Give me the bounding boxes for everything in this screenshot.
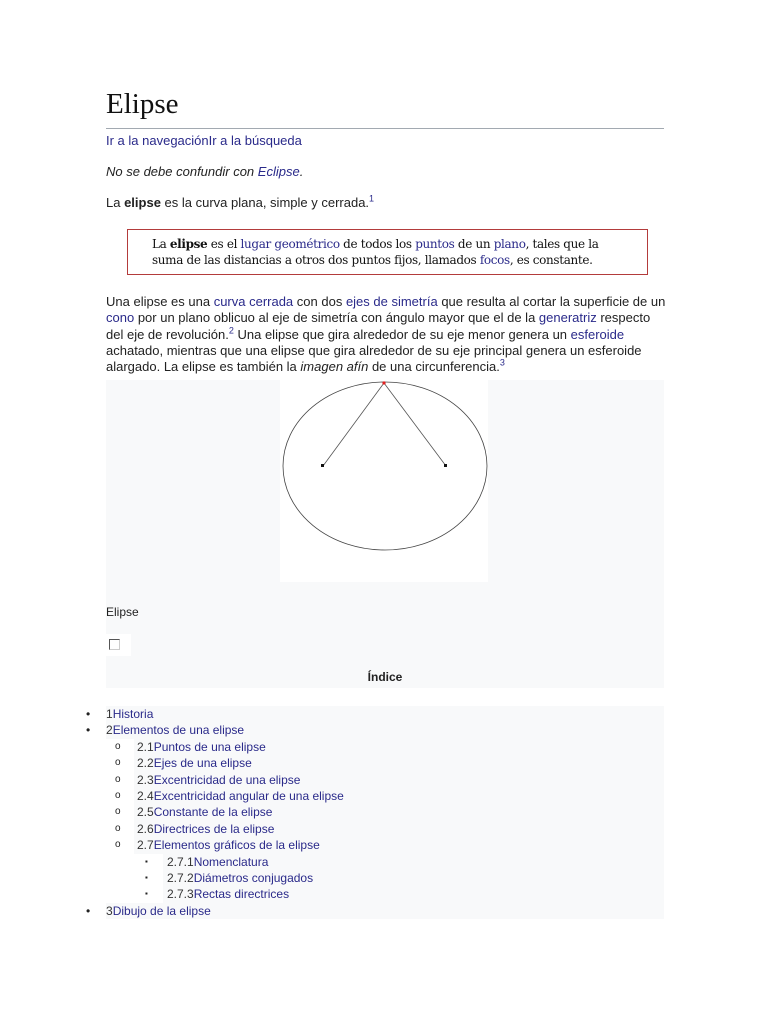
toc-bullet-icon: •: [86, 903, 91, 918]
toc-number: 2.7: [137, 838, 154, 853]
toc-number: 2.6: [137, 821, 154, 836]
toc-item: [0, 854, 768, 870]
toc-label: Dibujo de la elipse: [112, 903, 211, 918]
focal-line-right: [384, 383, 446, 466]
puntos-link[interactable]: puntos: [415, 237, 455, 251]
paragraph-text: achatado, mientras que una elipse que gira alrededor de su eje principal genera un esferoide alargado. La elipse es también la: [106, 342, 642, 375]
toc-link[interactable]: [137, 739, 266, 755]
body-paragraph: [106, 294, 666, 375]
toc-number: 2.7.1: [167, 854, 194, 869]
toc-item: [0, 886, 768, 902]
toc-label: Constante de la elipse: [153, 805, 273, 820]
toc-row-background: [106, 706, 664, 722]
focal-line-left: [323, 383, 384, 466]
jump-links: [106, 133, 302, 148]
toc-label: Rectas directrices: [193, 887, 290, 902]
toc-bullet-icon: ▪: [145, 856, 148, 866]
quote-text: de todos los: [339, 237, 416, 251]
toc-link[interactable]: [137, 821, 274, 837]
toc-number: 2.7.2: [167, 870, 194, 885]
toc-label: Excentricidad de una elipse: [153, 772, 301, 787]
toc-link[interactable]: [167, 854, 268, 870]
reference-1-link[interactable]: 1: [369, 193, 375, 204]
quote-text: , tales que la suma de las distancias a otros dos puntos fijos, llamados: [152, 237, 599, 267]
jump-to-navigation-link[interactable]: Ir a la navegación: [106, 133, 209, 148]
paragraph-italic: imagen afín: [300, 359, 369, 375]
paragraph-text: por un plano oblicuo al eje de simetría con ángulo mayor que el de la: [134, 310, 539, 326]
focos-link[interactable]: focos: [479, 253, 510, 267]
focus-right: [444, 464, 447, 467]
toc-toggle[interactable]: [106, 634, 131, 656]
paragraph-text: respecto del eje de revolución.: [106, 310, 651, 342]
lead-bold-term: elipse: [124, 195, 161, 210]
definition-quote-box: [127, 229, 648, 275]
lugar-geometrico-link[interactable]: lugar geométrico: [240, 237, 340, 251]
toc-item: [0, 772, 768, 788]
figure-caption: Elipse: [106, 605, 139, 619]
toc-bullet-icon: o: [115, 773, 121, 785]
focus-left: [321, 464, 324, 467]
toc-item: [0, 755, 768, 771]
toc-label: Historia: [112, 707, 154, 721]
toc-bullet-icon: •: [86, 723, 91, 738]
title-divider: [106, 128, 664, 129]
toc-bullet-icon: o: [115, 757, 121, 769]
toc-item: [0, 739, 768, 755]
toc-link[interactable]: [137, 837, 320, 853]
toggle-checkbox-icon: [109, 639, 120, 650]
toc-title: Índice: [367, 670, 403, 684]
ejes-de-simetria-link[interactable]: ejes de simetría: [345, 294, 438, 309]
esferoide-link[interactable]: esferoide: [570, 326, 625, 342]
reference-3-link[interactable]: 3: [499, 357, 505, 368]
toc-number: 2: [106, 723, 113, 738]
cono-link[interactable]: cono: [106, 310, 135, 326]
point-on-ellipse: [382, 381, 385, 384]
ellipse-image[interactable]: [280, 380, 488, 582]
toc-bullet-icon: o: [115, 789, 121, 801]
toc-bullet-icon: •: [86, 707, 91, 721]
toc-bullet-icon: o: [115, 740, 121, 752]
toc-label: Elementos gráficos de la elipse: [153, 838, 320, 853]
toc-item: [0, 837, 768, 853]
hatnote-suffix: .: [299, 164, 304, 179]
curva-cerrada-link[interactable]: curva cerrada: [213, 294, 294, 309]
hatnote: [106, 164, 303, 179]
toc-number: 1: [106, 707, 113, 721]
toc-link[interactable]: [137, 772, 300, 788]
quote-text: , es constante.: [509, 253, 593, 267]
toc-label: Directrices de la elipse: [153, 821, 275, 836]
reference-2-link[interactable]: 2: [228, 325, 234, 336]
paragraph-text: con dos: [293, 294, 346, 309]
quote-text: La: [152, 237, 170, 251]
toc-link[interactable]: [137, 788, 344, 804]
lead-pre: La: [106, 195, 125, 210]
page-title: Elipse: [106, 88, 179, 120]
toc-bullet-icon: ▪: [145, 889, 148, 899]
toc-link[interactable]: [167, 870, 313, 886]
toc-link[interactable]: [106, 903, 211, 919]
hatnote-prefix: No se debe confundir con: [106, 164, 258, 179]
toc-item: [0, 722, 768, 738]
toc-number: 2.4: [137, 788, 154, 803]
paragraph-text: Una elipse es una: [106, 294, 214, 309]
toc-label: Elementos de una elipse: [112, 723, 245, 738]
figure-panel: [106, 380, 664, 688]
paragraph-text: de una circunferencia.: [368, 359, 500, 375]
toc-bullet-icon: o: [115, 806, 121, 818]
quote-text: es el: [207, 237, 241, 251]
toc-link[interactable]: [137, 804, 272, 820]
toc-number: 2.2: [137, 756, 154, 771]
paragraph-text: Una elipse que gira alrededor de su eje menor genera un: [233, 326, 571, 342]
toc-item: [0, 804, 768, 820]
toc-item: [0, 706, 768, 722]
toc-bullet-icon: o: [115, 822, 121, 834]
lead-sentence: [106, 195, 374, 210]
toc-link[interactable]: [137, 755, 252, 771]
ellipse-curve: [283, 382, 487, 550]
plano-link[interactable]: plano: [493, 237, 526, 251]
toc-label: Diámetros conjugados: [193, 870, 314, 885]
quote-bold-term: elipse: [169, 237, 208, 251]
table-of-contents: [0, 706, 768, 919]
toc-link[interactable]: [106, 706, 153, 722]
toc-label: Puntos de una elipse: [153, 739, 266, 754]
toc-item: [0, 821, 768, 837]
eclipse-link[interactable]: Eclipse: [257, 164, 300, 179]
toc-number: 3: [106, 903, 113, 918]
ellipse-diagram: [280, 380, 488, 582]
jump-to-search-link[interactable]: Ir a la búsqueda: [208, 133, 302, 148]
toc-number: 2.5: [137, 805, 154, 820]
lead-post: es la curva plana, simple y cerrada.: [160, 195, 370, 210]
toc-label: Nomenclatura: [193, 854, 269, 869]
toc-item: [0, 788, 768, 804]
toc-item: [0, 870, 768, 886]
toc-number: 2.7.3: [167, 887, 194, 902]
toc-number: 2.3: [137, 772, 154, 787]
toc-bullet-icon: o: [115, 839, 121, 851]
toc-number: 2.1: [137, 739, 154, 754]
toc-label: Excentricidad angular de una elipse: [153, 788, 344, 803]
toc-link[interactable]: [106, 722, 244, 738]
toc-label: Ejes de una elipse: [153, 756, 252, 771]
generatriz-link[interactable]: generatriz: [538, 310, 597, 326]
paragraph-text: que resulta al cortar la superficie de un: [437, 294, 666, 309]
toc-bullet-icon: ▪: [145, 872, 148, 882]
quote-text: de un: [454, 237, 494, 251]
toc-link[interactable]: [167, 886, 289, 902]
toc-item: [0, 903, 768, 919]
